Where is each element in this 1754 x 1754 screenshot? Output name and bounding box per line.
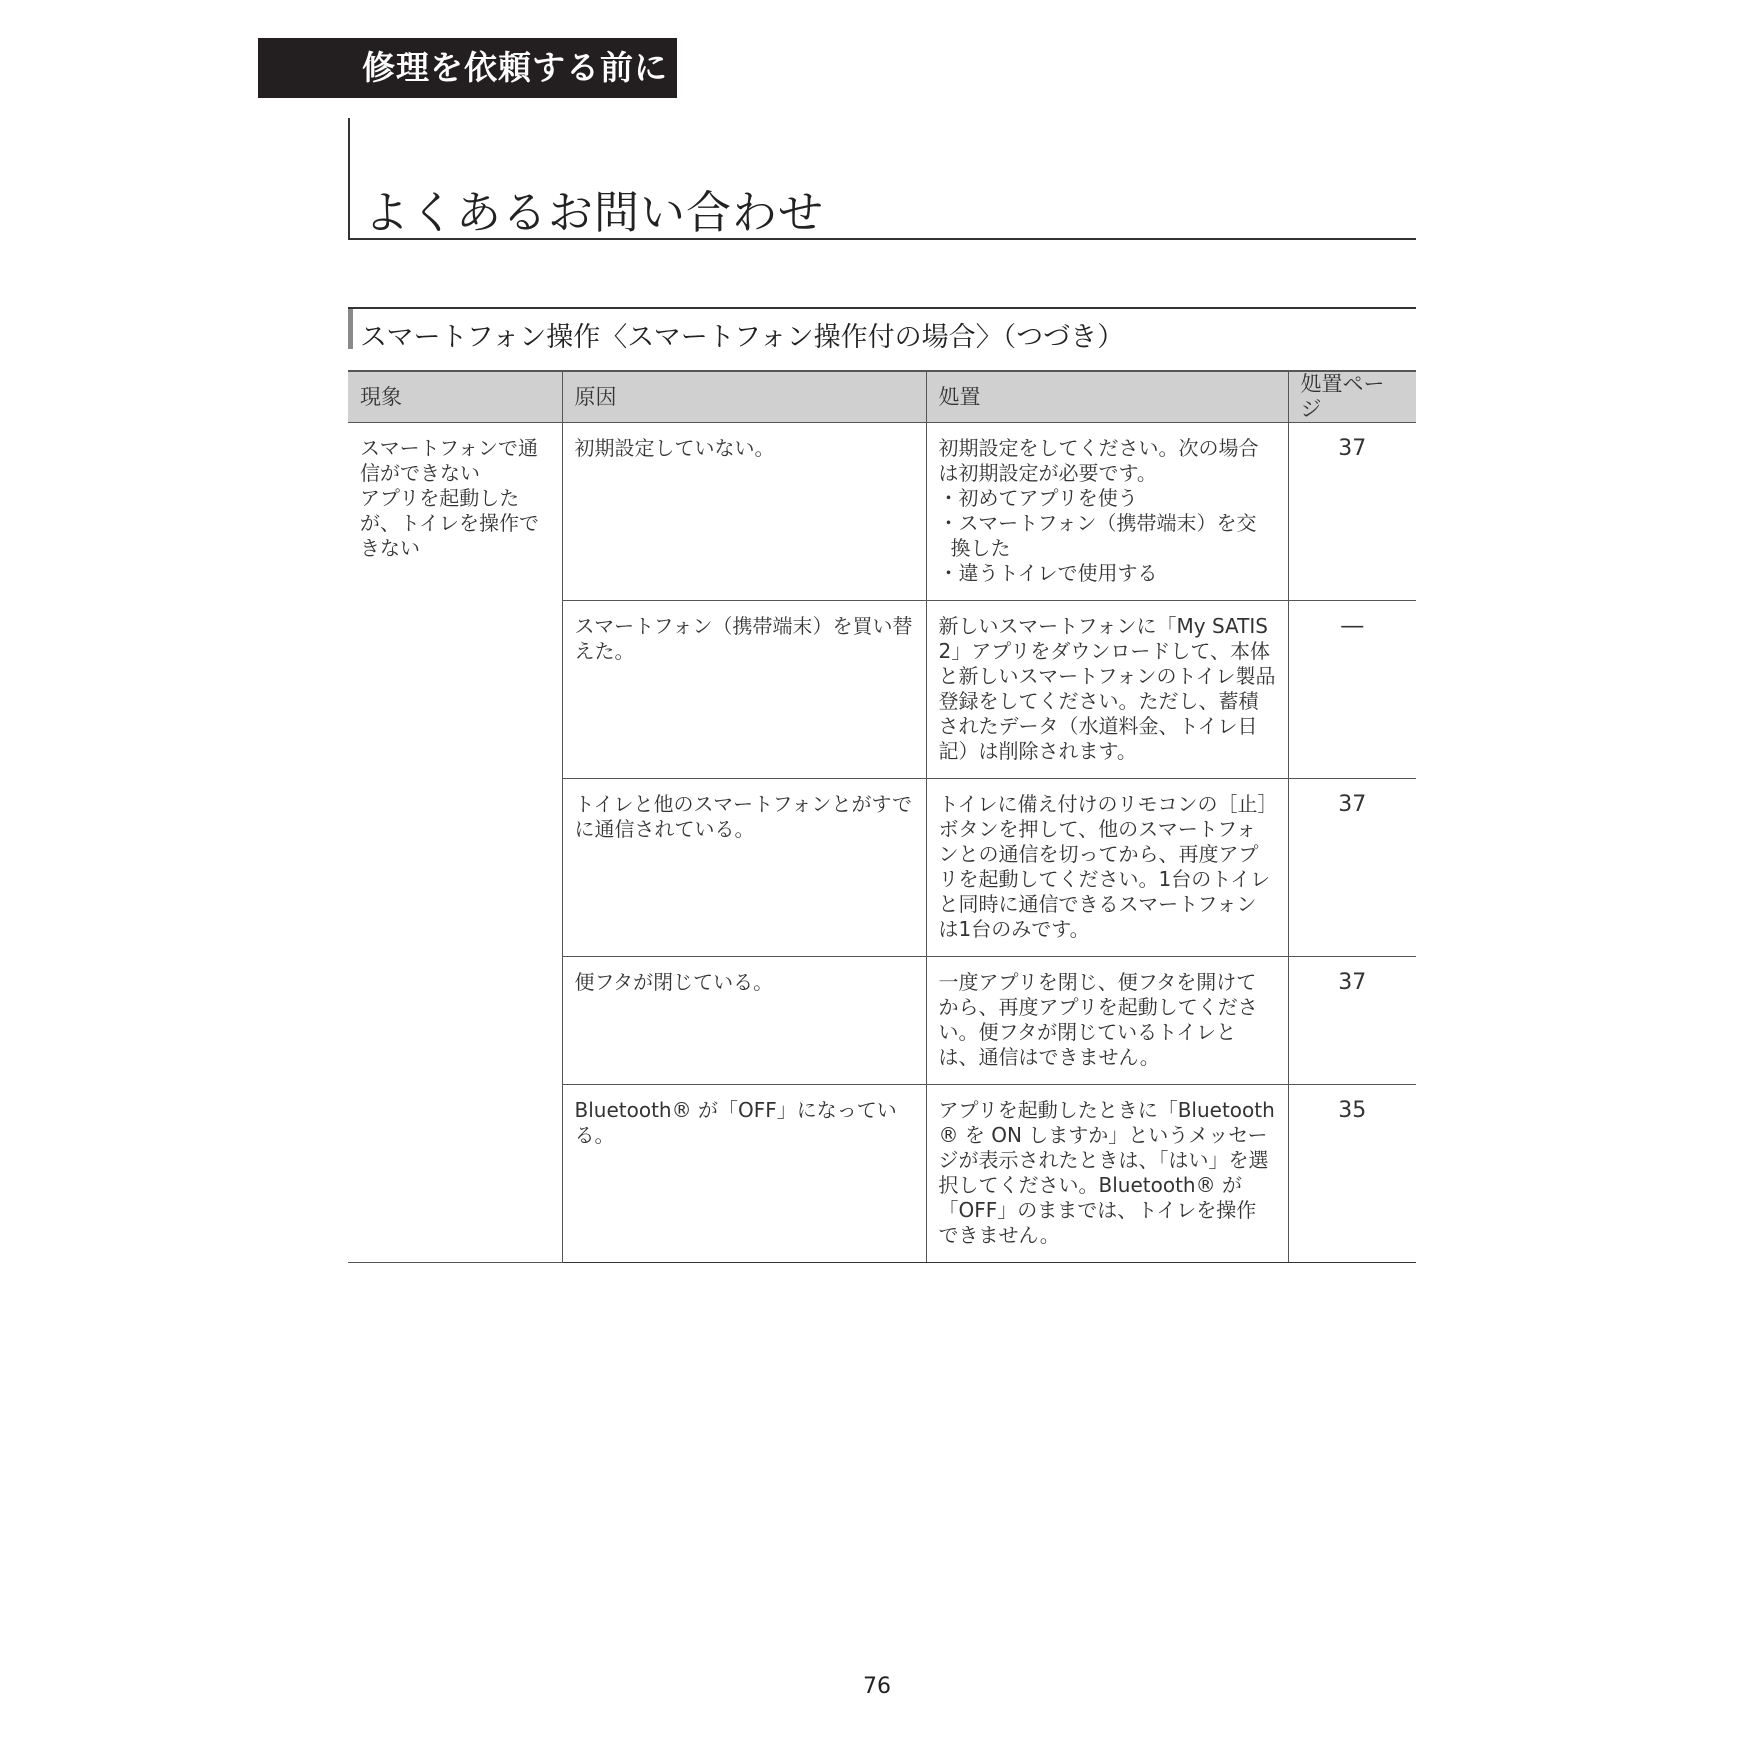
page-ref-cell: 37: [1288, 957, 1416, 1085]
column-header-cause: 原因: [562, 371, 926, 423]
section-marker: [348, 309, 353, 349]
cause-cell: 便フタが閉じている。: [562, 957, 926, 1085]
cause-cell: 初期設定していない。: [562, 423, 926, 601]
symptom-text: スマートフォンで通信ができない: [360, 436, 538, 485]
table-header-row: [348, 371, 1416, 423]
symptom-cell: [348, 423, 562, 1263]
remedy-text: 一度アプリを閉じ、便フタを開けてから、再度アプリを起動してください。便フタが閉じているトイレとは、通信はできません。: [938, 970, 1258, 1069]
page-title-block: [348, 118, 1416, 240]
page-title: よくあるお問い合わせ: [364, 186, 825, 239]
remedy-bullet: ・初めてアプリを使う: [938, 486, 1138, 510]
page-number: 76: [863, 1674, 891, 1699]
symptom-text: アプリを起動したが、トイレを操作できない: [360, 486, 539, 560]
remedy-bullet: ・スマートフォン（携帯端末）を交換した: [938, 511, 1257, 560]
remedy-text: 初期設定をしてください。次の場合は初期設定が必要です。: [938, 436, 1259, 485]
cause-cell: スマートフォン（携帯端末）を買い替えた。: [562, 601, 926, 779]
remedy-cell: [926, 1085, 1288, 1263]
remedy-cell: [926, 423, 1288, 601]
cause-cell: トイレと他のスマートフォンとがすでに通信されている。: [562, 779, 926, 957]
section-header: [348, 307, 1416, 353]
section-title: スマートフォン操作〈スマートフォン操作付の場合〉（つづき）: [360, 322, 1125, 353]
remedy-text: アプリを起動したときに「Bluetooth® を ON しますか」というメッセージが表示されたときは、「はい」を選択してください。Bluetooth® が「OFF」のままでは、トイレを操作できません。: [938, 1098, 1275, 1247]
table-row: [348, 423, 1416, 601]
remedy-cell: [926, 779, 1288, 957]
troubleshooting-table: [348, 370, 1416, 1263]
cause-cell: Bluetooth® が「OFF」になっている。: [562, 1085, 926, 1263]
remedy-text: トイレに備え付けのリモコンの［止］ボタンを押して、他のスマートフォンとの通信を切ってから、再度アプリを起動してください。1台のトイレと同時に通信できるスマートフォンは1台のみです。: [938, 792, 1271, 941]
remedy-cell: [926, 957, 1288, 1085]
remedy-cell: [926, 601, 1288, 779]
page-ref-cell: 37: [1288, 779, 1416, 957]
column-header-page: 処置ページ: [1288, 371, 1416, 423]
page-ref-cell: ―: [1288, 601, 1416, 779]
page-ref-cell: 37: [1288, 423, 1416, 601]
page-ref-cell: 35: [1288, 1085, 1416, 1263]
remedy-text: 新しいスマートフォンに「My SATIS 2」アプリをダウンロードして、本体と新しいスマートフォンのトイレ製品登録をしてください。ただし、蓄積されたデータ（水道料金、トイレ日記）は削除されます。: [938, 614, 1276, 763]
chapter-banner: [258, 38, 677, 98]
column-header-remedy: 処置: [926, 371, 1288, 423]
column-header-symptom: 現象: [348, 371, 562, 423]
chapter-title: 修理を依頼する前に: [362, 48, 668, 87]
remedy-bullet: ・違うトイレで使用する: [938, 561, 1158, 585]
